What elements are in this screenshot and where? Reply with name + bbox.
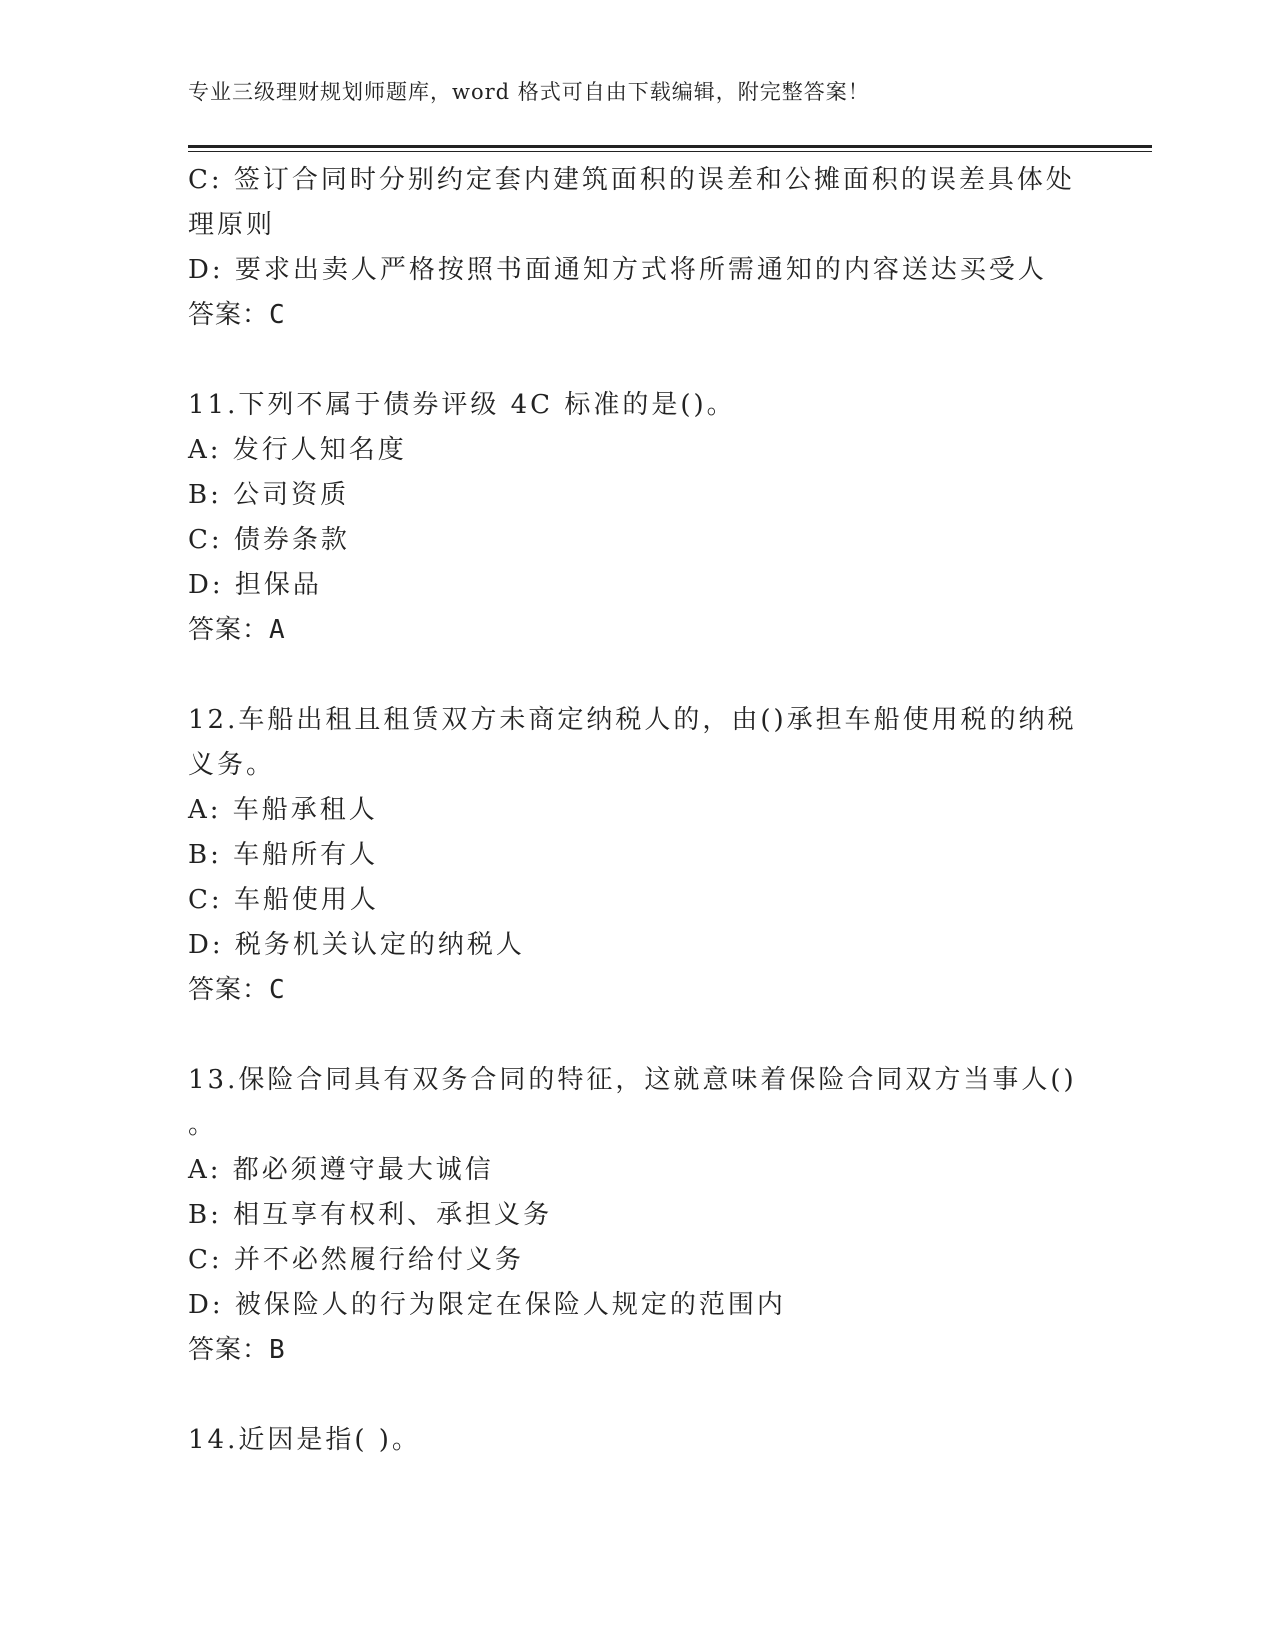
option-line: D: 担保品	[188, 570, 322, 600]
question-14	[188, 1418, 1088, 1463]
question-text: 11.下列不属于债券评级 4C 标准的是()。	[188, 390, 736, 420]
answer-value: A	[269, 615, 286, 645]
question-text-continued: 义务。	[188, 750, 276, 780]
option-line: C: 债券条款	[188, 525, 350, 555]
answer-line	[188, 1328, 1088, 1373]
answer-label: 答案：	[188, 615, 270, 645]
question-text: 13.保险合同具有双务合同的特征，这就意味着保险合同双方当事人()	[188, 1065, 1077, 1095]
option-line: D: 要求出卖人严格按照书面通知方式将所需通知的内容送达买受人	[188, 255, 1047, 285]
option-line: A: 都必须遵守最大诚信	[188, 1155, 494, 1185]
option-line: D: 税务机关认定的纳税人	[188, 930, 525, 960]
option-line: C: 并不必然履行给付义务	[188, 1245, 524, 1275]
answer-label: 答案：	[188, 975, 270, 1005]
document-body	[188, 158, 1088, 1463]
page-header: 专业三级理财规划师题库，word 格式可自由下载编辑，附完整答案！	[188, 80, 870, 104]
option-line: B: 公司资质	[188, 480, 350, 510]
answer-line	[188, 968, 1088, 1013]
answer-value: B	[269, 1335, 286, 1365]
header-rule-thin	[188, 151, 1152, 152]
option-line: B: 车船所有人	[188, 840, 379, 870]
option-line: D: 被保险人的行为限定在保险人规定的范围内	[188, 1290, 786, 1320]
answer-line	[188, 293, 1088, 338]
answer-label: 答案：	[188, 1335, 270, 1365]
question-13	[188, 1058, 1088, 1373]
question-text: 12.车船出租且租赁双方未商定纳税人的，由()承担车船使用税的纳税	[188, 705, 1077, 735]
option-line: C: 车船使用人	[188, 885, 379, 915]
header-rule-thick	[188, 145, 1152, 148]
answer-label: 答案：	[188, 300, 270, 330]
question-text: 14.近因是指( )。	[188, 1425, 421, 1455]
answer-value: C	[269, 300, 286, 330]
answer-value: C	[269, 975, 286, 1005]
question-11	[188, 383, 1088, 653]
answer-line	[188, 608, 1088, 653]
question-12	[188, 698, 1088, 1013]
option-line: C: 签订合同时分别约定套内建筑面积的误差和公摊面积的误差具体处	[188, 165, 1075, 195]
option-line: B: 相互享有权利、承担义务	[188, 1200, 553, 1230]
option-line: 理原则	[188, 210, 276, 240]
option-line: A: 车船承租人	[188, 795, 378, 825]
continued-question	[188, 158, 1088, 338]
option-line: A: 发行人知名度	[188, 435, 407, 465]
question-text-continued: 。	[188, 1110, 218, 1140]
